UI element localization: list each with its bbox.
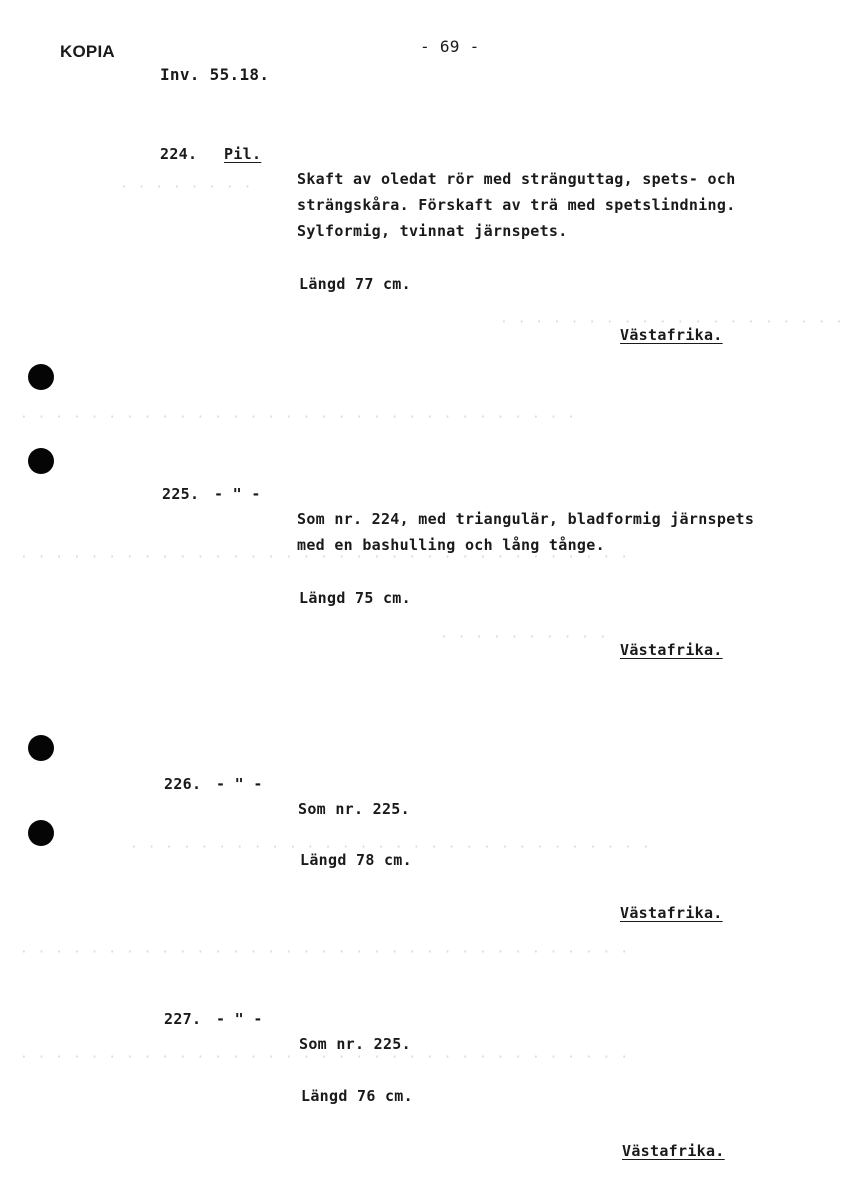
punch-hole <box>28 364 54 390</box>
show-through-shadow: · · · · · · · · · · · · · · · · · · · · · · · · · · · · · · · · · · · <box>20 1050 630 1065</box>
entry-region: Västafrika. <box>620 904 723 922</box>
entry-description-line: strängskåra. Förskaft av trä med spetslindning. <box>297 196 736 214</box>
punch-hole <box>28 448 54 474</box>
entry-description-line: Som nr. 225. <box>298 800 410 818</box>
entry-category: Pil. <box>224 145 262 163</box>
entry-number: 227. <box>164 1010 202 1028</box>
entry-ditto-mark: - " - <box>214 485 261 503</box>
entry-length: Längd 75 cm. <box>299 589 411 607</box>
show-through-shadow: · · · · · · · · · · · · · · · · · · · · · · · · · · · · · · · · · · · <box>20 945 630 960</box>
punch-hole <box>28 820 54 846</box>
kopia-stamp: KOPIA <box>60 42 115 61</box>
show-through-shadow: · · · · · · · · · · · · · · · · · · · · · · · · · · · · · · · · · · · <box>20 550 630 565</box>
entry-description-line: Som nr. 224, med triangulär, bladformig järnspets <box>297 510 755 528</box>
show-through-shadow: · · · · · · · · <box>120 180 253 195</box>
entry-description-line: Sylformig, tvinnat järnspets. <box>297 222 568 240</box>
entry-description-line: Skaft av oledat rör med stränguttag, spets- och <box>297 170 736 188</box>
entry-length: Längd 77 cm. <box>299 275 411 293</box>
inventory-number: Inv. 55.18. <box>160 65 270 84</box>
show-through-shadow: · · · · · · · · · · · · · · · · · · · · · · · · · · · · · · · · <box>20 410 577 425</box>
entry-region: Västafrika. <box>622 1142 725 1160</box>
punch-hole <box>28 735 54 761</box>
show-through-shadow: · · · · · · · · · · <box>440 630 608 645</box>
entry-number: 225. <box>162 485 200 503</box>
entry-ditto-mark: - " - <box>216 1010 263 1028</box>
entry-region: Västafrika. <box>620 641 723 659</box>
entry-length: Längd 76 cm. <box>301 1087 413 1105</box>
entry-number: 226. <box>164 775 202 793</box>
entry-length: Längd 78 cm. <box>300 851 412 869</box>
show-through-shadow: · · · · · · · · · · · · · · · · · · · · <box>500 315 845 330</box>
entry-number: 224. <box>160 145 198 163</box>
entry-description-line: Som nr. 225. <box>299 1035 411 1053</box>
entry-description-line: med en bashulling och lång tånge. <box>297 536 605 554</box>
entry-region: Västafrika. <box>620 326 723 344</box>
page-number: - 69 - <box>420 37 480 56</box>
entry-ditto-mark: - " - <box>216 775 263 793</box>
show-through-shadow: · · · · · · · · · · · · · · · · · · · · · · · · · · · · · · <box>130 840 651 855</box>
